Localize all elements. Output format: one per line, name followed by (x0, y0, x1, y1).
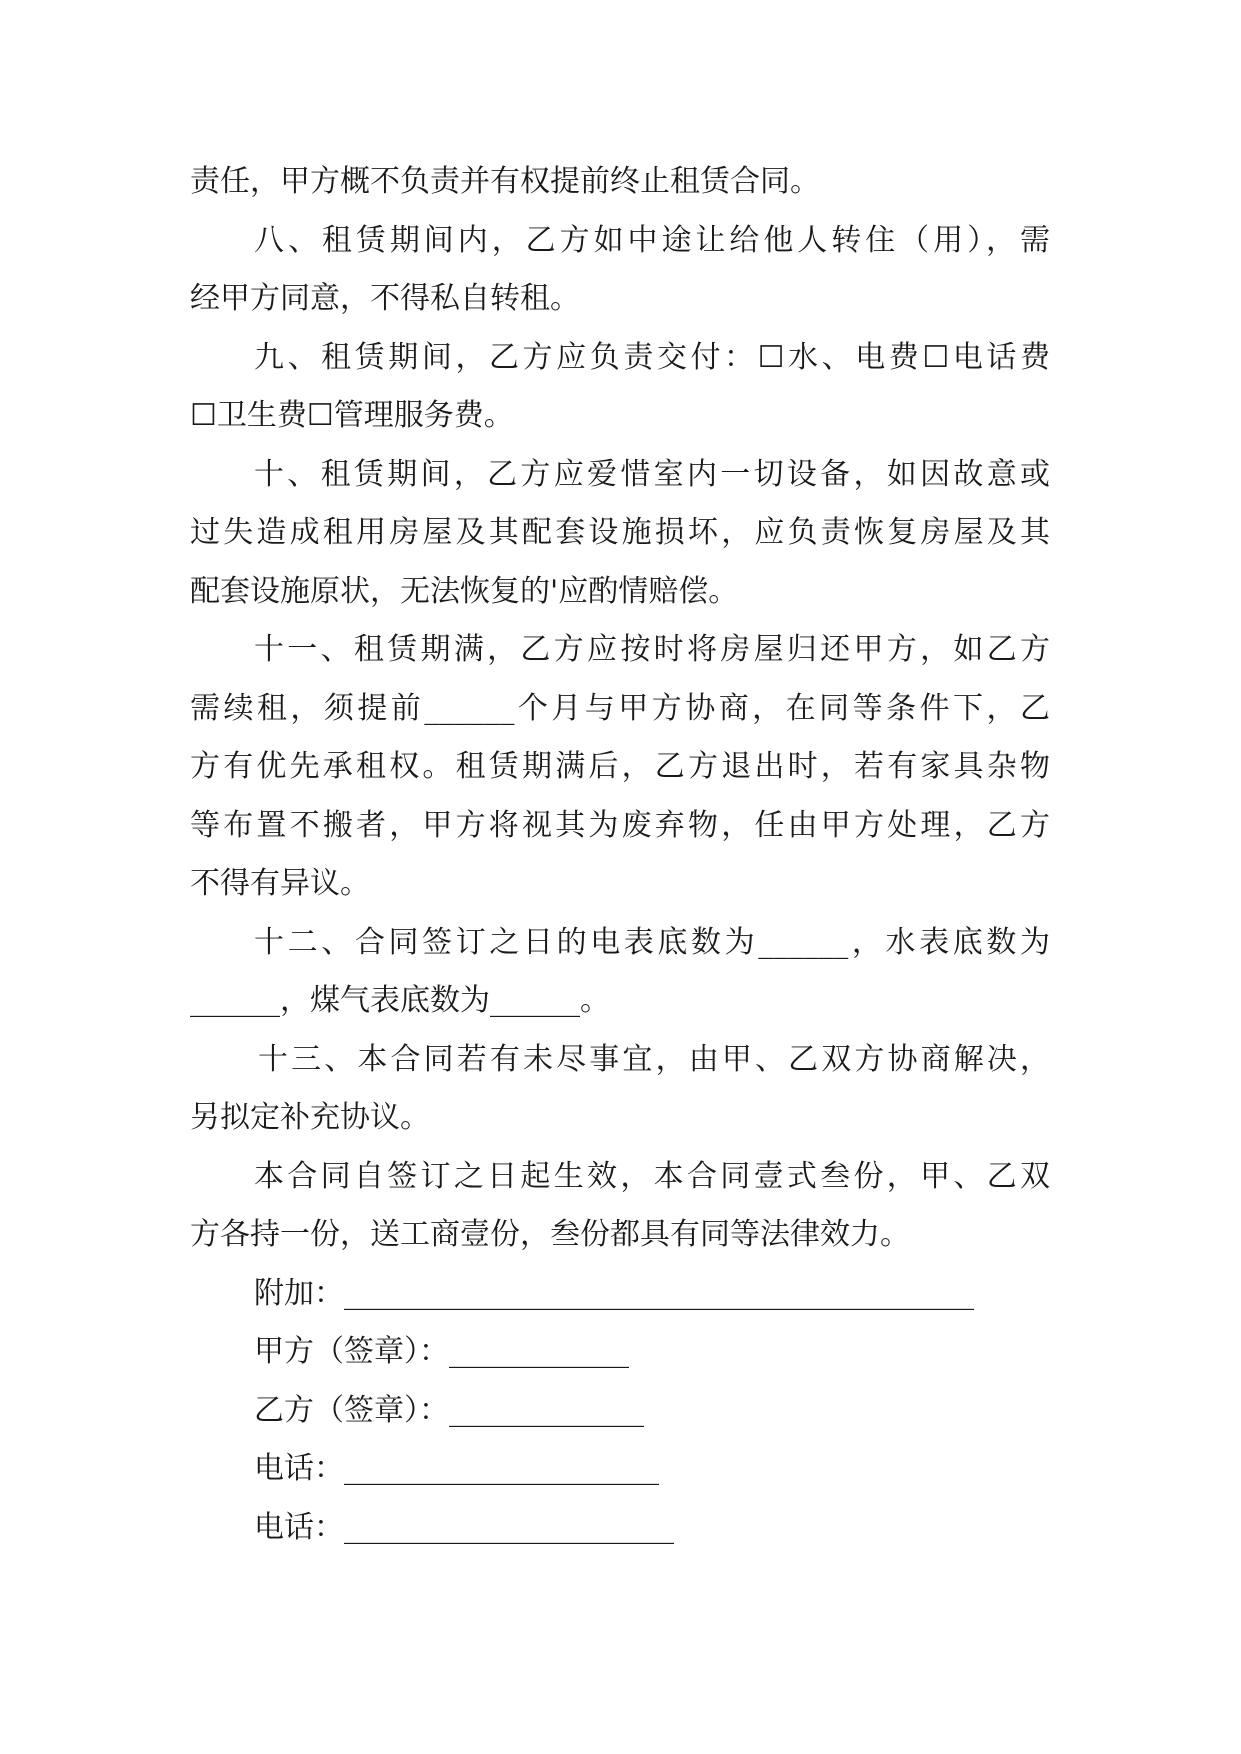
clause-10-line-1: 十、租赁期间，乙方应爱惜室内一切设备，如因故意或 (254, 456, 1050, 492)
clause-8-line-1: 八、租赁期间内，乙方如中途让给他人转住（用），需 (254, 222, 1050, 258)
party-b-signature-field: 乙方（签章）：_____________ (254, 1392, 644, 1428)
clause-11-line-2: 需续租，须提前______个月与甲方协商，在同等条件下，乙 (190, 690, 1050, 726)
clause-13-line-2: 另拟定补充协议。 (190, 1100, 430, 1135)
phone-field-1: 电话：_____________________ (254, 1451, 659, 1486)
clause-12-line-1: 十二、合同签订之日的电表底数为______，水表底数为 (254, 924, 1050, 960)
clause-11-line-4: 等布置不搬者，甲方将视其为废弃物，任由甲方处理，乙方 (190, 807, 1050, 843)
signature-block (190, 1265, 1050, 1558)
clause-10-line-3: 配套设施原状，无法恢复的'应酌情赔偿。 (190, 573, 739, 609)
clause-11-line-3: 方有优先承租权。租赁期满后，乙方退出时，若有家具杂物 (190, 749, 1050, 784)
clause-13-line-1: 十三、本合同若有未尽事宜，由甲、乙双方协商解决， (258, 1041, 1050, 1077)
clause-12-line-2: ______，煤气表底数为______。 (190, 983, 610, 1018)
party-a-signature-field: 甲方（签章）：____________ (254, 1334, 629, 1369)
text-line-1: 责任，甲方概不负责并有权提前终止租赁合同。 (190, 164, 820, 199)
clause-11-line-1: 十一、租赁期满，乙方应按时将房屋归还甲方，如乙方 (254, 632, 1050, 667)
clause-10-line-2: 过失造成租用房屋及其配套设施损坏，应负责恢复房屋及其 (190, 515, 1050, 550)
clause-9-line-1: 九、租赁期间，乙方应负责交付：☐水、电费☐电话费 (254, 339, 1050, 375)
phone-field-2: 电话：______________________ (254, 1509, 674, 1545)
contract-body (190, 153, 1050, 1557)
effect-line-2: 方各持一份，送工商壹份，叁份都具有同等法律效力。 (190, 1217, 910, 1252)
clause-8-line-2: 经甲方同意，不得私自转租。 (190, 281, 580, 316)
clause-11-line-5: 不得有异议。 (190, 866, 370, 901)
attachment-field: 附加：__________________________________________ (254, 1275, 974, 1311)
effect-line-1: 本合同自签订之日起生效，本合同壹式叁份，甲、乙双 (254, 1158, 1050, 1194)
clause-9-line-2: ☐卫生费☐管理服务费。 (190, 398, 514, 433)
